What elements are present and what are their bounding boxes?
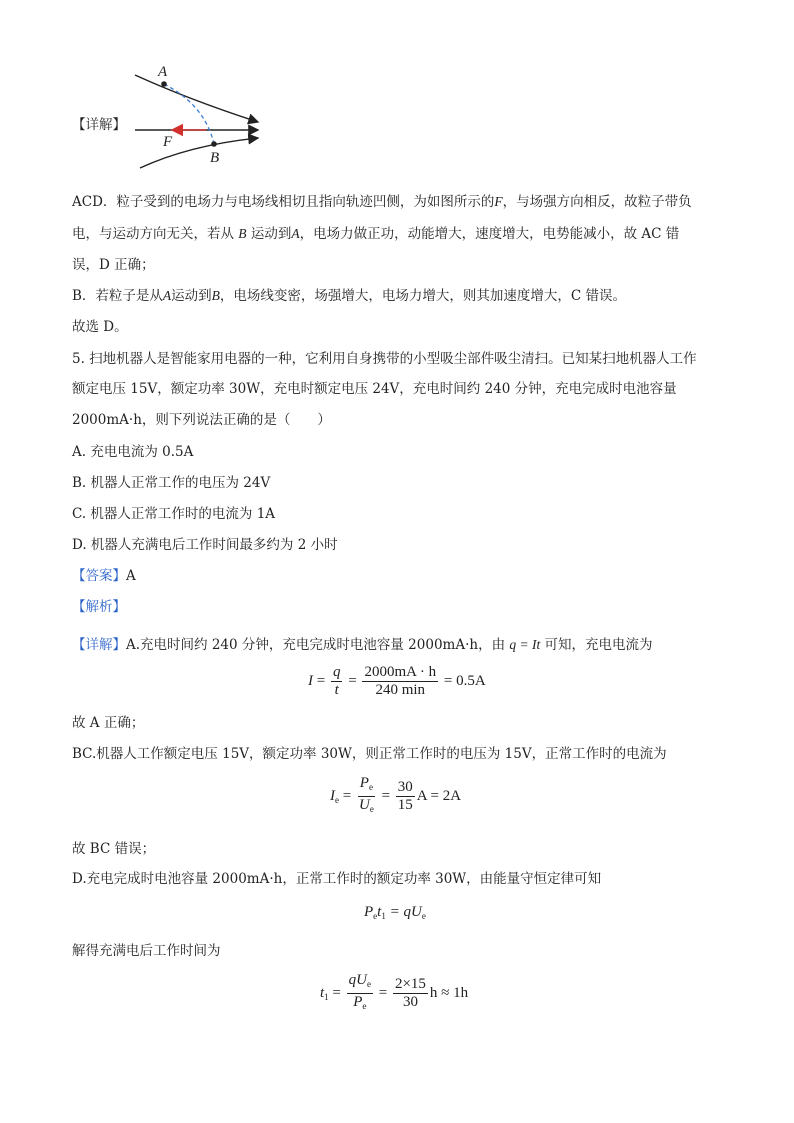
label-f: F bbox=[163, 134, 173, 150]
answer-line: 【答案】A bbox=[72, 568, 136, 584]
solution-line5: D.充电完成时电池容量 2000mA·h，正常工作时的额定功率 30W，由能量守恒定律可知 bbox=[72, 871, 602, 887]
answer-label: 【答案】 bbox=[72, 568, 126, 584]
p1-line2: 电，与运动方向无关，若从 B 运动到A，电场力做正功，动能增大，速度增大，电势能减小，故 AC 错 bbox=[72, 226, 680, 242]
option-b: B. 机器人正常工作的电压为 24V bbox=[72, 475, 271, 491]
solution-line4: 故 BC 错误； bbox=[72, 841, 156, 857]
solution-line1: 【详解】A.充电时间约 240 分钟，充电完成时电池容量 2000mA·h，由 q = It 可知，充电电流为 bbox=[72, 637, 653, 653]
point-b bbox=[211, 141, 217, 147]
option-c: C. 机器人正常工作时的电流为 1A bbox=[72, 506, 276, 522]
electric-field-diagram bbox=[130, 60, 270, 170]
option-a: A. 充电电流为 0.5A bbox=[72, 444, 194, 460]
solution-line3: BC.机器人工作额定电压 15V，额定功率 30W，则正常工作时的电压为 15V，正常工作时的电流为 bbox=[72, 746, 667, 762]
label-b: B bbox=[210, 150, 220, 166]
field-line-top bbox=[135, 75, 258, 122]
q5-line3: 2000mA·h，则下列说法正确的是（ ） bbox=[72, 412, 331, 428]
equation-3: $P_et_1 = qU_e$ bbox=[364, 904, 426, 921]
equation-4: $t_1$ = $\frac{qU_e}{P_e}$ = $\frac{2\times 15}{30}$ h ≈ 1h bbox=[320, 972, 469, 1011]
solution-line2: 故 A 正确； bbox=[72, 715, 145, 731]
solution-line6: 解得充满电后工作时间为 bbox=[72, 943, 221, 959]
label-a: A bbox=[158, 64, 168, 80]
equation-2: $I_e$ = $\frac{P_e}{U_e}$ = $\frac{30}{15}$ A = 2A bbox=[330, 775, 462, 814]
field-line-bottom bbox=[140, 138, 258, 168]
p2-line: B．若粒子是从A运动到B，电场线变密，场强增大，电场力增大，则其加速度增大，C 错误。 bbox=[72, 288, 627, 304]
p1-line3: 误，D 正确； bbox=[72, 257, 155, 273]
analysis-label: 【解析】 bbox=[72, 599, 126, 615]
p3-line: 故选 D。 bbox=[72, 319, 128, 335]
q5-line2: 额定电压 15V，额定功率 30W，充电时额定电压 24V，充电时间约 240 分钟，充电完成时电池容量 bbox=[72, 381, 677, 397]
option-d: D. 机器人充满电后工作时间最多约为 2 小时 bbox=[72, 537, 338, 553]
equation-1: I = $\frac{q}{t}$ = $\frac{2000mA \cdot h}{240 \min}$ = 0.5A bbox=[308, 664, 486, 698]
point-a bbox=[161, 81, 167, 87]
detail-label-top: 【详解】 bbox=[72, 117, 126, 133]
p1-line1: ACD．粒子受到的电场力与电场线相切且指向轨迹凹侧，为如图所示的F，与场强方向相反，故粒子带负 bbox=[72, 194, 692, 210]
q5-line1: 5. 扫地机器人是智能家用电器的一种，它利用自身携带的小型吸尘部件吸尘清扫。已知某扫地机器人工作 bbox=[72, 351, 697, 367]
